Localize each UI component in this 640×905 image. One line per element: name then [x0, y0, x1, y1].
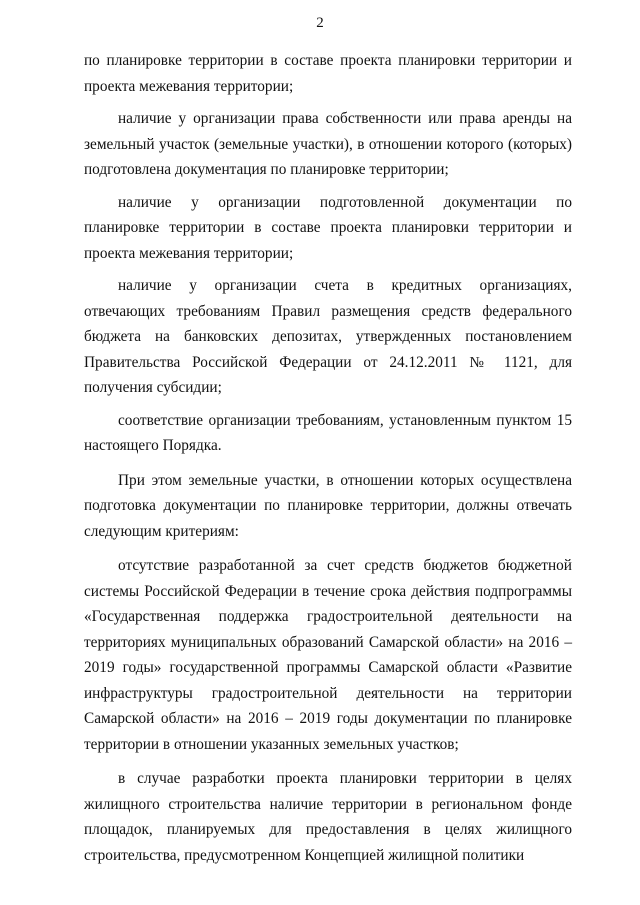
document-body: [84, 48, 572, 868]
paragraph-no-prior-documentation: отсутствие разработанной за счет средств бюджетов бюджетной системы Российской Федерации в течение срока действия подпрограммы «Государственная поддержка градостроительной деятельности на территориях муниципальных образований Самарской области» на 2016 – 2019 годы» государственной программы Самарской области «Развитие инфраструктуры градостроительной деятельности на территории Самарской области» на 2016 – 2019 годы документации по планировке территории в отношении указанных земельных участков;: [84, 557, 572, 753]
paragraph-land-rights: наличие у организации права собственности или права аренды на земельный участок (земельные участки), в отношении которого (которых) подготовлена документация по планировке территории;: [84, 110, 572, 178]
paragraph-prepared-documentation: наличие у организации подготовленной документации по планировке территории в составе проекта планировки территории и проекта межевания территории;: [84, 193, 572, 262]
paragraph-continuation: по планировке территории в составе проекта планировки территории и проекта межевания территории;: [84, 52, 572, 95]
paragraph-compliance: соответствие организации требованиям, установленным пунктом 15 настоящего Порядка.: [84, 411, 572, 454]
paragraph-housing-construction: в случае разработки проекта планировки территории в целях жилищного строительства наличие территории в региональном фонде площадок, планируемых для предоставления в целях жилищного строительства, предусмотренном Концепцией жилищной политики: [84, 770, 572, 864]
page-number: 2: [316, 15, 324, 31]
paragraph-land-criteria-intro: При этом земельные участки, в отношении которых осуществлена подготовка документации по планировке территории, должны отвечать следующим критериям:: [84, 471, 572, 540]
paragraph-bank-account: наличие у организации счета в кредитных организациях, отвечающих требованиям Правил размещения средств федерального бюджета на банковских депозитах, утвержденных постановлением Правительства Российской Федерации от 24.12.2011 № 1121, для получения субсидии;: [84, 277, 572, 396]
